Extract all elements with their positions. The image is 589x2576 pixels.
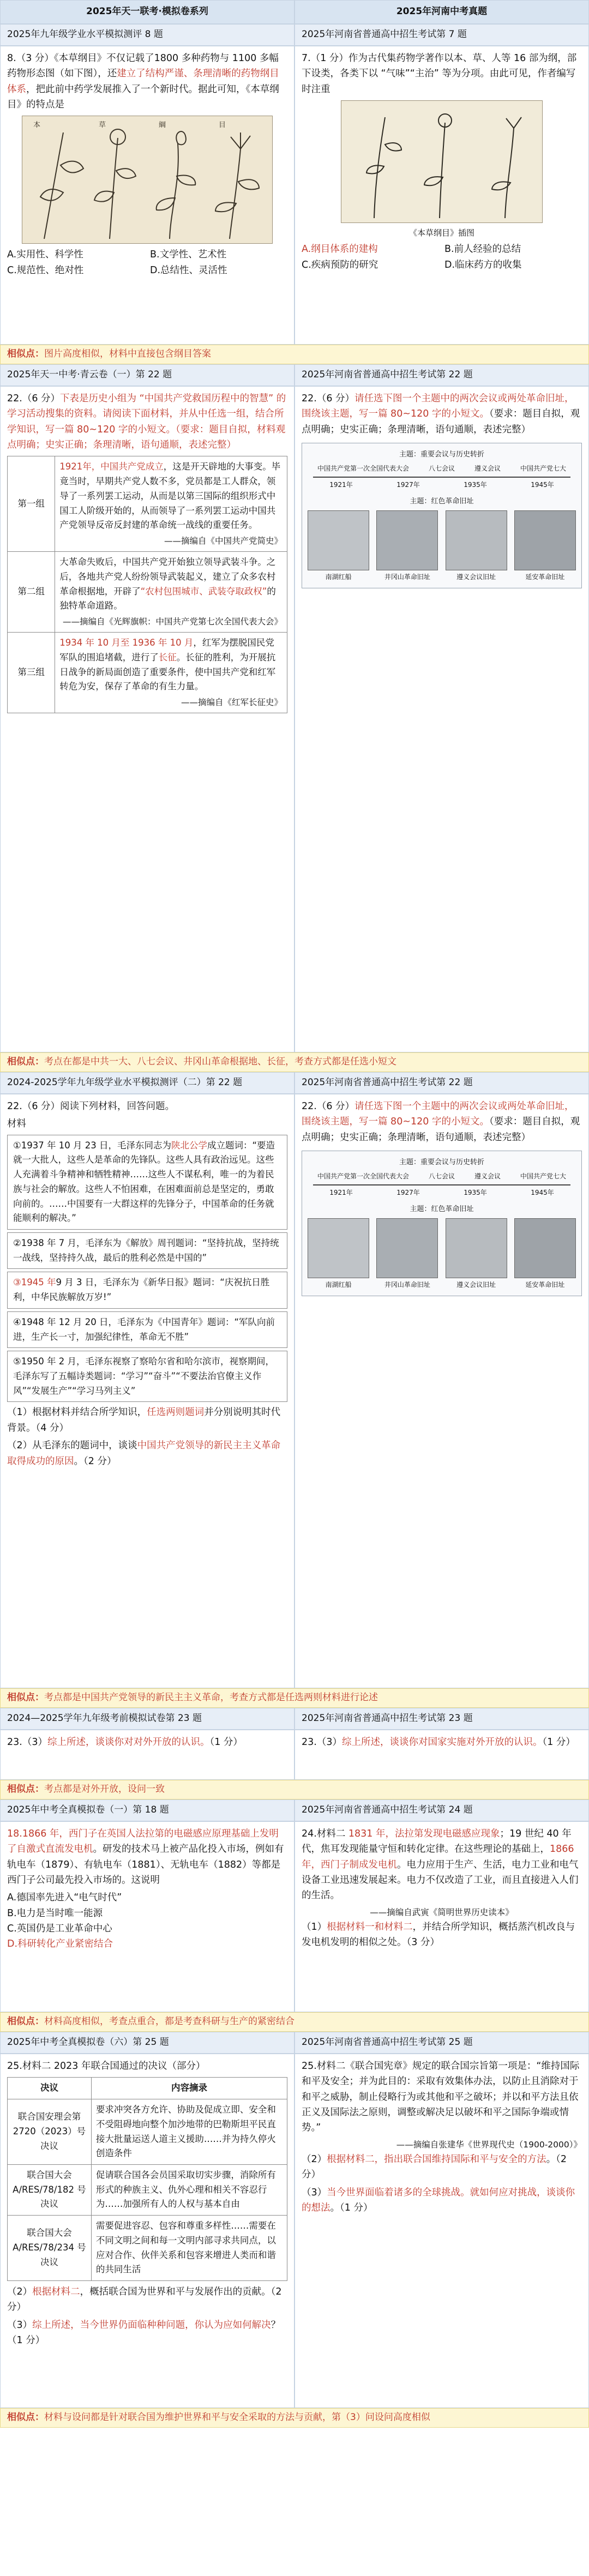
svg-text:本: 本 [33,121,41,130]
question-text: 8.（3 分）《本草纲目》不仅记载了1800 多种药物与 1100 多幅药物形态图（如下图），还建立了结构严谨、条理清晰的药物纲目体系，把此前中药学发展推入了一个新时代。据此可知，《本草纲目》的特点是 [7,53,279,111]
question-text: 18.1866 年，西门子在英国人法拉第的电磁感应原理基础上发明了自激式直流发电机。研发的技术马上被产品化投入市场，例如有轨电车（1879）、有轨电车（1881）、无轨电车（1882）等都是西门子公司最先投入市场的。这说明 [7,1828,284,1886]
site-photo [514,510,576,570]
option-a[interactable]: A.德国率先进入“电气时代” [7,1892,122,1904]
svg-text:目: 目 [219,121,226,130]
site-photo [376,510,438,570]
theme-2-title: 主题：红色革命旧址 [410,497,474,505]
section-2-left-source: 2025年天一中考·青云卷（一）第 22 题 [0,364,294,386]
option-c[interactable]: C.英国仍是工业革命中心 [7,1923,112,1935]
section-5-analysis: 相似点： 材料高度相似，考查点重合，都是考查科研与生产的紧密结合 [0,2012,589,2032]
timeline-years: 1921年 1927年 1935年 1945年 [329,1188,554,1196]
option-a[interactable]: A.实用性、科学性 [7,249,83,261]
material-3: ③1945 年9 月 3 日，毛泽东为《新华日报》题词：“庆祝抗日胜利，中华民族解放万岁!” [7,1272,287,1308]
section-3-body [0,1094,589,1688]
section-2-analysis: 相似点： 考点在都是中共一大、八七会议、井冈山革命根据地、长征，考查方式都是任选小短文 [0,1052,589,1072]
section-1-analysis: 相似点： 图片高度相似，材料中直接包含纲目答案 [0,345,589,364]
site-photo [308,1218,369,1278]
site-photos [308,1218,576,1278]
section-4-right-cell: 23.（3）综上所述，谈谈你对国家实施对外开放的认识。（1 分） [294,1730,589,1780]
sub-question-2: （2）根据材料二，概括联合国为世界和平与发展作出的贡献。（2 分） [7,2286,282,2313]
column-header: 内容摘录 [91,2078,287,2099]
question-text: 22.（6 分）阅读下列材料，回答问题。 [7,1101,175,1112]
section-3-right-cell [294,1094,589,1688]
sub-question-2: （2）从毛泽东的题词中，谈谈中国共产党领导的新民主主义革命取得成功的原因。（2 分） [7,1440,281,1467]
material-label: 材料 [7,1118,26,1130]
section-2-body [0,386,589,1052]
section-4-left-cell: 23.（3）综上所述，谈谈你对对外开放的认识。（1 分） [0,1730,294,1780]
table-row [8,456,287,552]
section-6-body [0,2054,589,2408]
option-b[interactable]: B.文学性、艺术性 [150,249,227,261]
material-2: ②1938 年 7 月，毛泽东为《解放》周刊题词：“坚持抗战，坚持统一战线，坚持持久战，最后的胜利必然是中国的” [7,1232,287,1269]
question-text: 25.材料二《联合国宪章》规定的联合国宗旨第一项是：“维持国际和平及安全；并为此目的：采取有效集体办法，以防止且消除对于和平之威胁，制止侵略行为或其他和平之破坏；并以和平方法且依正义及国际法之原则，调整或解决足以破坏和平之国际争端或情势。” [302,2061,580,2134]
question-text: 22.（6 分）请任选下图一个主题中的两次会议或两处革命旧址，围绕该主题，写一篇 80~120 字的小短文。（要求：题目自拟，观点明确；史实正确；条理清晰，语句通顺，表述完整） [302,393,580,435]
column-header: 决议 [8,2078,92,2099]
group-content: 大革命失败后，中国共产党开始独立领导武装斗争。之后，各地共产党人纷纷领导武装起义，建立了众多农村革命根据地，开辟了“农村包围城市、武装夺取政权”的独特革命道路。 ——摘编自《光辉旗帜：中国共产党第七次全国代表大会》 [55,552,287,633]
sub-question-1: （1）根据材料一和材料二，并结合所学知识，概括蒸汽机改良与发电机发明的相似之处。（3 分） [302,1921,575,1948]
resolutions-table [7,2077,287,2281]
answer-options [7,247,287,278]
sub-question-3: （3）当今世界面临着诸多的全球挑战。就如何应对挑战，谈谈你的想法。（1 分） [302,2187,575,2213]
option-d[interactable]: D.科研转化产业紧密结合 [7,1939,113,1950]
table-row [8,2099,287,2165]
section-1-right-cell [294,46,589,345]
section-5-left-source: 2025年中考全真模拟卷（一）第 18 题 [0,1799,294,1821]
site-photo [376,1218,438,1278]
table-header-row [8,2078,287,2099]
section-4-left-source: 2024—2025学年九年级考前模拟试卷第 23 题 [0,1708,294,1730]
herbal-illustration-image [341,100,543,223]
section-4-right-source: 2025年河南省普通高中招生考试第 23 题 [294,1708,589,1730]
sub-question-2: （2）根据材料二，指出联合国维持国际和平与安全的方法。（2 分） [302,2153,567,2181]
section-1-header [0,24,589,46]
table-cell: 需要促进容忍、包容和尊重多样性……需要在不同文明之间和每一文明内部寻求共同点，以应对合作、伙伴关系和包容来增进人类而和谐的共同生活 [91,2216,287,2281]
table-cell: 要求冲突各方允许、协助及促成立即、安全和不受阻碍地向整个加沙地带的巴勒斯坦平民直接大批量运送人道主义援助……并为持久停火创造条件 [91,2099,287,2165]
question-text: 22.（6 分）下表是历史小组为 “中国共产党救国历程中的智慧” 的学习活动搜集的资料。请阅读下面材料，并从中任选一组，结合所学知识，写一篇 80~120 字的小短文。（要求：题目自拟，材料观点明确；史实正确；条理清晰，语句通顺，表述完整） [7,393,286,451]
table-header [0,0,589,24]
site-photo [446,1218,507,1278]
group-content: 1934 年 10 月至 1936 年 10 月，红军为摆脱国民党军队的围追堵截，进行了长征。长征的胜利，为开展抗日战争的新局面创造了重要条件，使中国共产党和红军转危为安，保存了革命的有生力量。 ——摘编自《红军长征史》 [55,633,287,713]
section-3-analysis: 相似点： 考点都是中国共产党领导的新民主主义革命，考查方式都是任选两则材料进行论述 [0,1688,589,1708]
section-2-right-source: 2025年河南省普通高中招生考试第 22 题 [294,364,589,386]
theme-figure [302,443,582,588]
sub-question-3: （3）综上所述，当今世界仍面临种种问题，你认为应如何解决？（1 分） [7,2319,281,2346]
section-2-right-cell [294,386,589,1052]
option-c[interactable]: C.疾病预防的研究 [302,259,378,270]
citation: ——摘编自《中国共产党简史》 [164,535,283,546]
option-d[interactable]: D.临床药方的收集 [444,259,522,270]
option-a[interactable]: A.纲目体系的建构 [302,244,378,255]
table-row [8,552,287,633]
sub-question-1: （1）根据材料并结合所学知识，任选两则题词并分别说明其时代背景。（4 分） [7,1407,281,1434]
section-5-body [0,1821,589,2012]
citation: ——摘编自《光辉旗帜：中国共产党第七次全国代表大会》 [62,616,283,627]
citation: ——摘编自武寅《简明世界历史读本》 [370,1907,514,1917]
timeline-axis [313,1184,570,1185]
table-row [8,633,287,713]
table-row [8,2164,287,2215]
section-3-right-source: 2025年河南省普通高中招生考试第 22 题 [294,1072,589,1094]
table-cell: 联合国安理会第 2720（2023）号决议 [8,2099,92,2165]
material-4: ④1948 年 12 月 20 日，毛泽东为《中国青年》题词：“军队向前进，生产长一寸，加强纪律性，革命无不胜” [7,1311,287,1348]
group-label: 第三组 [8,633,55,713]
table-row [8,2216,287,2281]
table-cell: 联合国大会 A/RES/78/182 号决议 [8,2164,92,2215]
option-c[interactable]: C.规范性、绝对性 [7,264,84,276]
section-4-header [0,1708,589,1730]
question-text: 22.（6 分）请任选下图一个主题中的两次会议或两处革命旧址，围绕该主题，写一篇 80~120 字的小短文。（要求：题目自拟，观点明确；史实正确；条理清晰，语句通顺，表述完整） [302,1101,580,1143]
section-3-header [0,1072,589,1094]
section-3-left-cell [0,1094,294,1688]
section-6-left-cell [0,2054,294,2408]
table-cell: 促请联合国各会员国采取切实步骤，消除所有形式的种族主义、仇外心理和相关不容忍行为……加强所有人的人权与基本自由 [91,2164,287,2215]
citation: ——摘编自张建华《世界现代史（1900-2000）》 [396,2139,582,2150]
section-1-body [0,46,589,345]
image-caption: 《本草纲目》插图 [408,228,474,238]
citation: ——摘编自《红军长征史》 [181,697,283,707]
theme-figure [302,1151,582,1296]
section-6-right-source: 2025年河南省普通高中招生考试第 25 题 [294,2032,589,2054]
section-5-right-cell [294,1821,589,2012]
section-1-left-source: 2025年九年级学业水平模拟测评 8 题 [0,24,294,46]
site-photo [514,1218,576,1278]
question-text: 24.材料二 1831 年，法拉第发现电磁感应现象；19 世纪 40 年代，焦耳发现能量守恒和转化定律。在这些理论的基础上，1866 年，西门子制成发电机。电力应用于生产、生活，电力工业和电气设备工业迅速发展起来。电力不仅改造了工业，而且直接进入人们的生活。 [302,1828,579,1901]
theme-1-title: 主题：重要会议与历史转折 [399,1158,484,1167]
question-text: 7.（1 分）作为古代集药物学著作以本、草、人等 16 部为纲，部下设类，各类下以 “气味”“主治” 等为分项。由此可见，作者编写时注重 [302,53,577,95]
section-2-left-cell [0,386,294,1052]
section-5-left-cell [0,1821,294,2012]
site-labels: 南湖红船 井冈山革命旧址 遵义会议旧址 延安革命旧址 [325,573,565,581]
timeline-years: 1921年 1927年 1935年 1945年 [329,480,554,489]
option-b[interactable]: B.电力是当时唯一能源 [7,1907,103,1919]
section-6-right-cell [294,2054,589,2408]
section-4-analysis: 相似点： 考点都是对外开放，设问一致 [0,1780,589,1799]
section-4-body [0,1730,589,1780]
site-labels: 南湖红船 井冈山革命旧址 遵义会议旧址 延安革命旧址 [325,1281,565,1289]
svg-text:綱: 綱 [159,121,166,130]
section-6-header [0,2032,589,2054]
theme-1-title: 主题：重要会议与历史转折 [399,450,484,459]
question-text: 25.材料二 2023 年联合国通过的决议（部分） [7,2061,206,2072]
section-1-right-source: 2025年河南省普通高中招生考试第 7 题 [294,24,589,46]
answer-options [302,242,582,273]
section-2-header [0,364,589,386]
section-5-right-source: 2025年河南省普通高中招生考试第 24 题 [294,1799,589,1821]
materials-table [7,456,287,713]
left-column-title: 2025年天一联考·模拟卷系列 [0,0,294,24]
section-6-left-source: 2025年中考全真模拟卷（六）第 25 题 [0,2032,294,2054]
site-photos [308,510,576,570]
group-content: 1921年，中国共产党成立，这是开天辟地的大事变。毕竟当时，早期共产党人数不多，党员都是工人群众，领导了一系列罢工运动，从而是以第三国际的组织形式中国工人阶级开始的，从而领导了一系列罢工运动中国共产党领导反帝反封建的革命统一战线的重要任务。 ——摘编自《中国共产党简史》 [55,456,287,552]
table-cell: 联合国大会 A/RES/78/234 号决议 [8,2216,92,2281]
material-1: ①1937 年 10 月 23 日，毛泽东同志为陕北公学成立题词：“要造就一大批人，这些人是革命的先锋队。这些人具有政治远见。这些人充满着斗争精神和牺牲精神……这些人不谋私利，唯一的为着民族与社会的解放。这些人不怕困难，在困难面前总是坚定的，勇敢向前的。……中国要有一大群这样的先锋分子，中国革命的任务就能顺利的解决。” [7,1135,287,1230]
group-label: 第一组 [8,456,55,552]
material-5: ⑤1950 年 2 月，毛泽东视察了察哈尔省和哈尔滨市，视察期间，毛泽东写了五幅诗类题词：“学习”“奋斗”“不要法治官僚主义作风”“发展生产”“学习马列主义” [7,1351,287,1402]
right-column-title: 2025年河南中考真题 [294,0,589,24]
herbal-illustration-image [22,116,273,244]
option-b[interactable]: B.前人经验的总结 [444,244,521,255]
section-5-header [0,1799,589,1821]
timeline-axis [313,477,570,478]
site-photo [308,510,369,570]
section-6-analysis: 相似点： 材料与设问都是针对联合国为维护世界和平与安全采取的方法与贡献，第（3）问设问高度相似 [0,2408,589,2428]
theme-1-items: 中国共产党第一次全国代表大会 八七会议 遵义会议 中国共产党七大 [317,1172,566,1181]
theme-2-title: 主题：红色革命旧址 [410,1205,474,1213]
group-label: 第二组 [8,552,55,633]
option-d[interactable]: D.总结性、灵活性 [150,264,227,276]
section-3-left-source: 2024-2025学年九年级学业水平模拟测评（二）第 22 题 [0,1072,294,1094]
site-photo [446,510,507,570]
svg-text:草: 草 [99,121,106,130]
section-1-left-cell [0,46,294,345]
theme-1-items: 中国共产党第一次全国代表大会 八七会议 遵义会议 中国共产党七大 [317,465,566,473]
